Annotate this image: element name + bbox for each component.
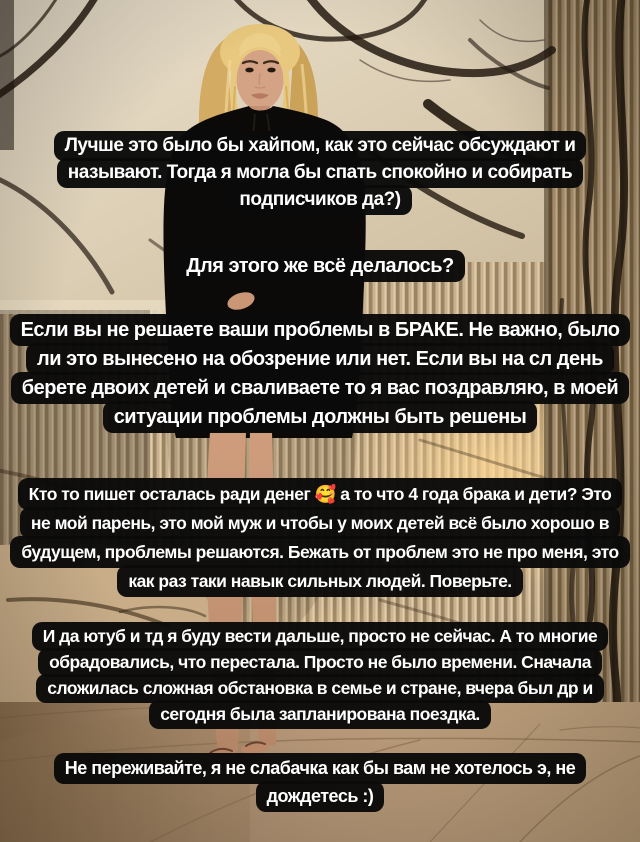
caption-line: сложилась сложная обстановка в семье и стране, вчера был др и: [36, 674, 603, 703]
caption-line: Не переживайте, я не слабачка как бы вам не хотелось э, не: [54, 753, 587, 784]
caption-line: будущем, проблемы решаются. Бежать от проблем это не про меня, это: [10, 536, 629, 568]
caption-line: Если вы не решаете ваши проблемы в БРАКЕ. Не важно, было: [10, 314, 631, 346]
caption-line: Для этого же всё делалось?: [175, 250, 464, 282]
caption-line: называют. Тогда я могла бы спать спокойно и собирать: [57, 158, 584, 188]
caption-line: Кто то пишет осталась ради денег 🥰 а то что 4 года брака и дети? Это: [18, 478, 623, 510]
story-caption-money: [0, 479, 640, 595]
caption-line: ситуации проблемы должны быть решены: [103, 401, 538, 433]
caption-line: сегодня была запланирована поездка.: [149, 700, 491, 729]
caption-line: берете двоих детей и сваливаете то я вас поздравляю, в моей: [11, 372, 629, 404]
story-caption-marriage: [0, 315, 640, 431]
story-caption-not-weak: [0, 754, 640, 810]
story-caption-youtube: [0, 623, 640, 727]
caption-line: обрадовались, что перестала. Просто не было времени. Сначала: [38, 648, 602, 677]
story-caption-hype: [0, 132, 640, 213]
caption-line: И да ютуб и тд я буду вести дальше, просто не сейчас. А то многие: [32, 622, 609, 651]
caption-line: Лучше это было бы хайпом, как это сейчас обсуждают и: [54, 131, 587, 161]
caption-line: не мой парень, это мой муж и чтобы у моих детей всё было хорошо в: [20, 507, 620, 539]
caption-line: подписчиков да?): [228, 185, 411, 215]
caption-line: дождетесь :): [256, 781, 385, 812]
caption-line: ли это вынесено на обозрение или нет. Если вы на сл день: [26, 343, 614, 375]
story-caption-question: [0, 251, 640, 280]
caption-line: как раз таки навык сильных людей. Поверьте.: [117, 565, 522, 597]
